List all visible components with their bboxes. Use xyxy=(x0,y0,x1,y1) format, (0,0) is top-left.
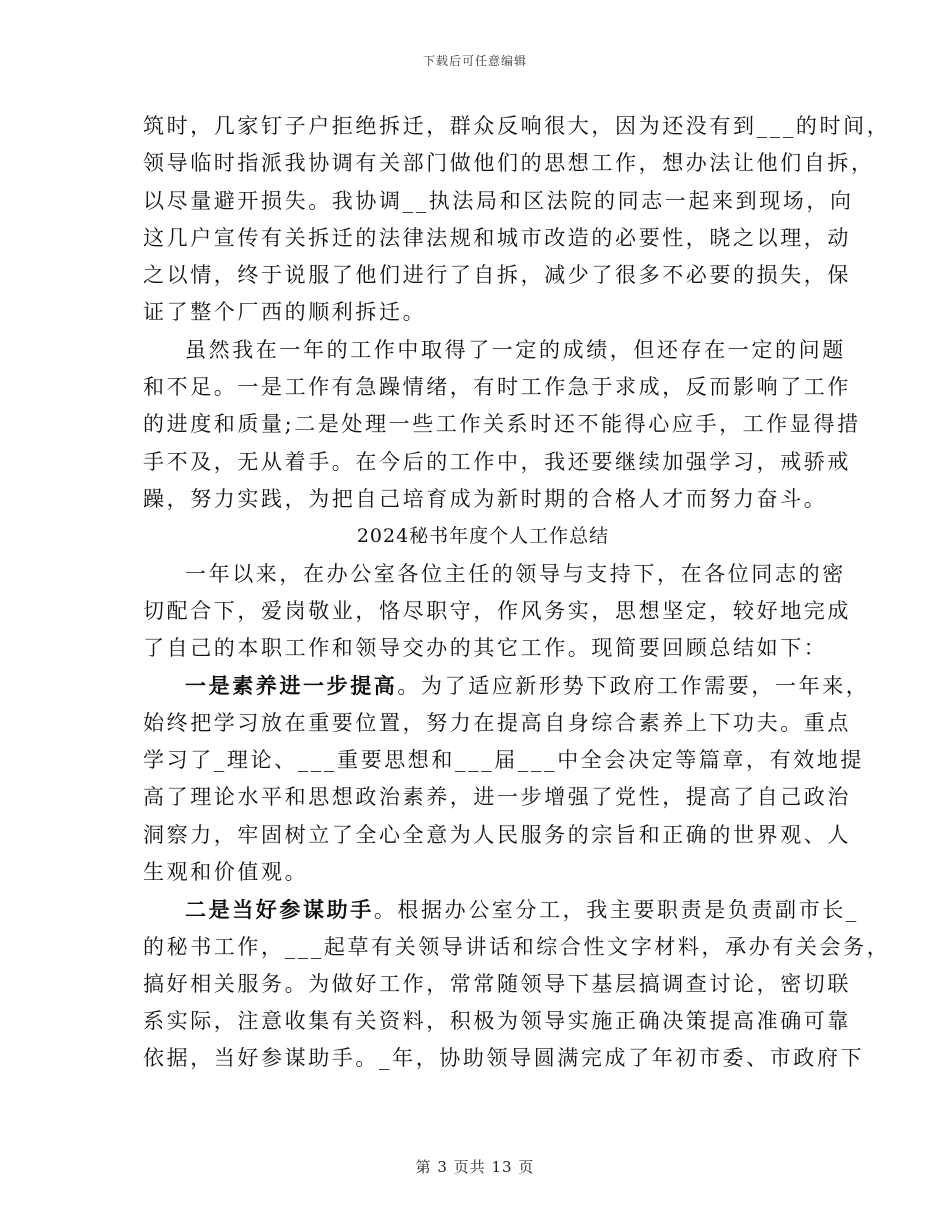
paragraph-quality xyxy=(143,667,870,891)
text-line: 这几户宣传有关拆迁的法律法规和城市改造的必要性，晓之以理，动 xyxy=(143,225,851,250)
text-line: 以尽量避开损失。我协调__执法局和区法院的同志一起来到现场，向 xyxy=(143,188,854,213)
text-line: 始终把学习放在重要位置，努力在提高自身综合素养上下功夫。重点 xyxy=(143,710,851,735)
text-line: 之以情，终于说服了他们进行了自拆，减少了很多不必要的损失，保 xyxy=(143,263,851,288)
text-span: 。根据办公室分工，我主要职责是负责副市长_ xyxy=(373,898,859,923)
text-line: 一年以来，在办公室各位主任的领导与支持下，在各位同志的密 xyxy=(185,561,846,586)
text-line: 搞好相关服务。为做好工作，常常随领导下基层搞调查讨论，密切联 xyxy=(143,971,851,996)
text-line: 躁，努力实践，为把自己培育成为新时期的合格人才而努力奋斗。 xyxy=(143,486,828,511)
text-line: 了自己的本职工作和领导交办的其它工作。现简要回顾总结如下： xyxy=(143,636,828,661)
bold-lead: 二是当好参谋助手 xyxy=(185,897,374,923)
text-line xyxy=(143,667,870,704)
text-line: 系实际，注意收集有关资料，积极为领导实施正确决策提高准确可靠 xyxy=(143,1009,851,1034)
text-line: 高了理论水平和思想政治素养，进一步增强了党性，提高了自己政治 xyxy=(143,785,851,810)
text-line: 和不足。一是工作有急躁情绪，有时工作急于求成，反而影响了工作 xyxy=(143,375,851,400)
text-line: 筑时，几家钉子户拒绝拆迁，群众反响很大，因为还没有到___的时间， xyxy=(143,114,891,138)
text-line: 生观和价值观。 xyxy=(143,859,309,884)
page-header: 下载后可任意编辑 xyxy=(422,54,527,68)
text-line: 学习了_理论、___重要思想和___届___中全会决定等篇章，有效地提 xyxy=(143,748,864,773)
text-line: 的进度和质量;二是处理一些工作关系时还不能得心应手，工作显得措 xyxy=(143,412,861,437)
text-line: 的秘书工作，___起草有关领导讲话和综合性文字材料，承办有关会务， xyxy=(143,934,891,959)
paragraph-shortcomings xyxy=(143,332,861,518)
page-footer: 第 3 页共 13 页 xyxy=(415,1158,535,1176)
text-line: 领导临时指派我协调有关部门做他们的思想工作，想办法让他们自拆， xyxy=(143,151,875,176)
paragraph-assistant xyxy=(143,891,891,1077)
text-line: 证了整个厂西的顺利拆迁。 xyxy=(143,300,427,325)
text-line: 手不及，无从着手。在今后的工作中，我还要继续加强学习，戒骄戒 xyxy=(143,449,851,474)
text-line: 依据，当好参谋助手。_年，协助领导圆满完成了年初市委、市政府下 xyxy=(143,1046,865,1071)
text-span: 。为了适应新形势下政府工作需要，一年来， xyxy=(397,674,870,699)
paragraph-continued xyxy=(143,108,891,332)
text-line: 洞察力，牢固树立了全心全意为人民服务的宗旨和正确的世界观、人 xyxy=(143,822,851,847)
text-line xyxy=(143,891,859,928)
document-body xyxy=(143,108,891,1078)
text-line: 虽然我在一年的工作中取得了一定的成绩，但还存在一定的问题 xyxy=(185,337,846,362)
section-title: 2024秘书年度个人工作总结 xyxy=(356,525,610,548)
text-line: 切配合下，爱岗敬业，恪尽职守，作风务实，思想坚定，较好地完成 xyxy=(143,598,851,623)
paragraph-intro xyxy=(143,556,851,668)
bold-lead: 一是素养进一步提高 xyxy=(185,673,398,699)
